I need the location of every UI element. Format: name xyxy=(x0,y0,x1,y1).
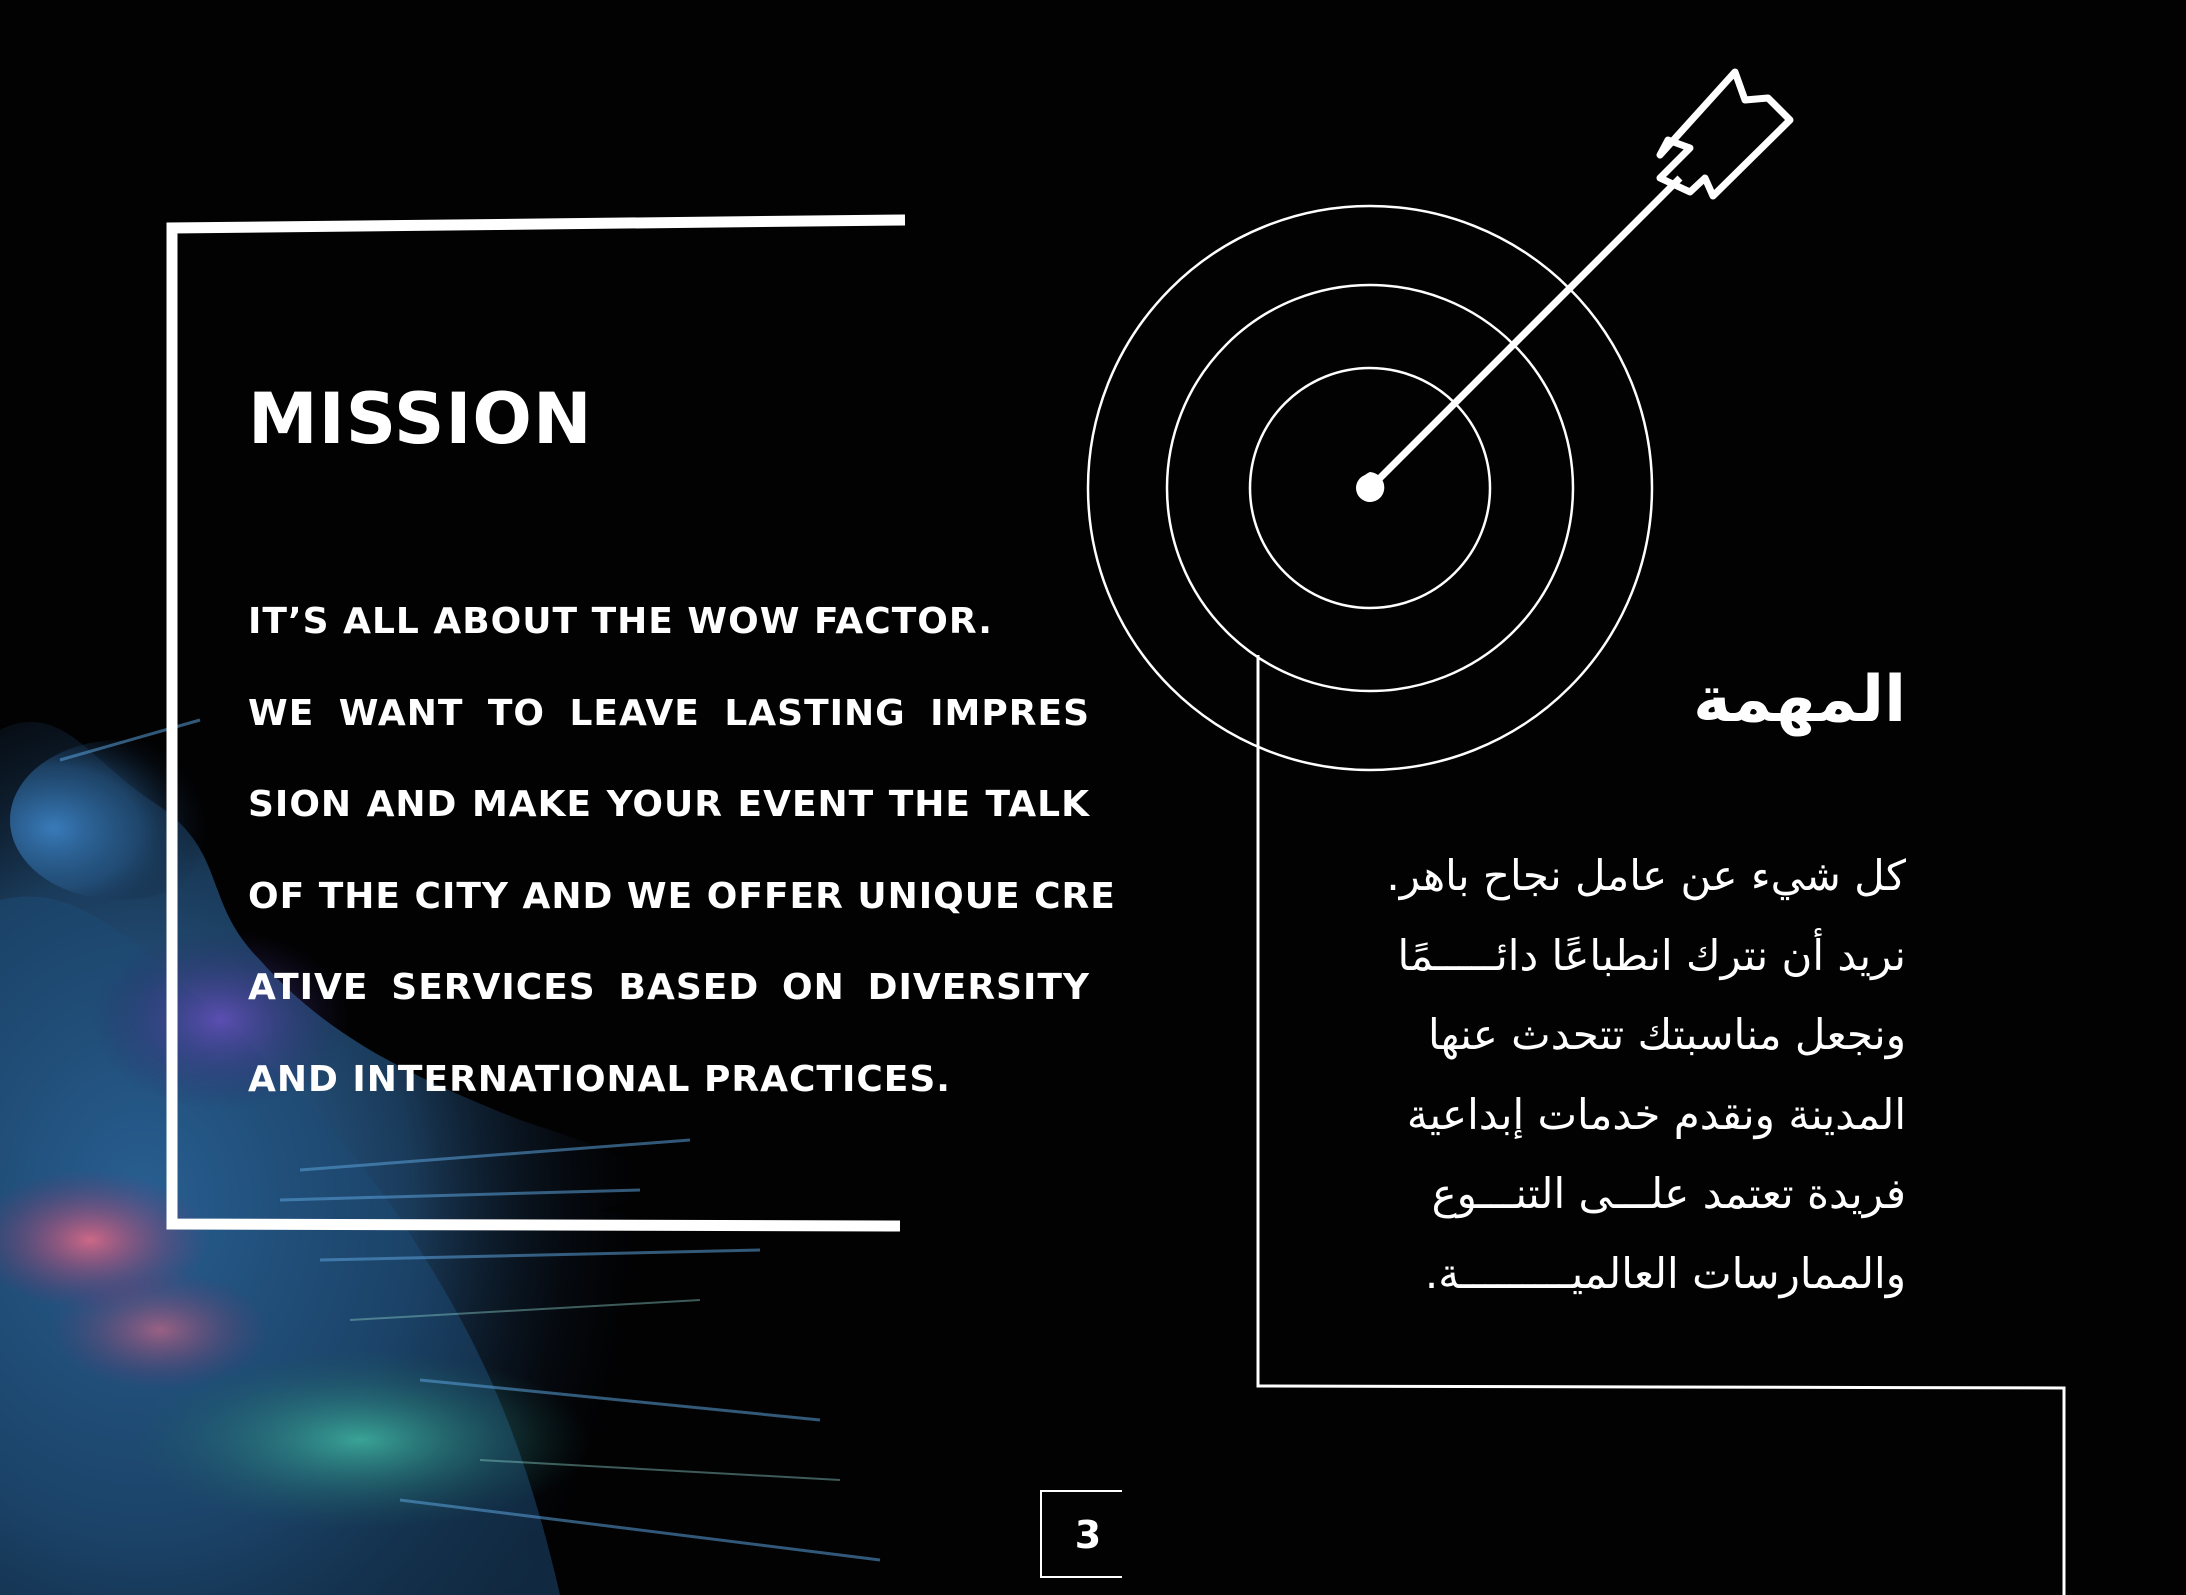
arabic-line: المدينة ونقدم خدمات إبداعية xyxy=(1406,1089,1906,1139)
mission-line: IT’S ALL ABOUT THE WOW FACTOR. xyxy=(248,601,993,642)
arabic-line: والممارسات العالميـــــــــة. xyxy=(1424,1248,1906,1298)
mission-line: AND INTERNATIONAL PRACTICES. xyxy=(248,1058,951,1100)
arabic-title: المهمة xyxy=(1693,663,1906,737)
page-number: 3 xyxy=(1074,1513,1102,1557)
mission-line: OF THE CITY AND WE OFFER UNIQUE CRE xyxy=(248,875,1116,917)
arabic-line: فريدة تعتمد علـــى التنـــوع xyxy=(1431,1169,1906,1219)
arabic-line: ونجعل مناسبتك تتحدث عنها xyxy=(1427,1010,1906,1060)
mission-title: MISSION xyxy=(248,378,593,460)
mission-line: ATIVE SERVICES BASED ON DIVERSITY xyxy=(248,967,1090,1009)
mission-line: WE WANT TO LEAVE LASTING IMPRES xyxy=(248,692,1090,734)
arabic-paragraph xyxy=(1346,846,1906,1324)
mission-line: SION AND MAKE YOUR EVENT THE TALK xyxy=(248,784,1090,826)
arabic-line: نريد أن نترك انطباعًا دائـــــمًا xyxy=(1397,930,1906,980)
arabic-line: كل شيء عن عامل نجاح باهر. xyxy=(1386,851,1906,900)
